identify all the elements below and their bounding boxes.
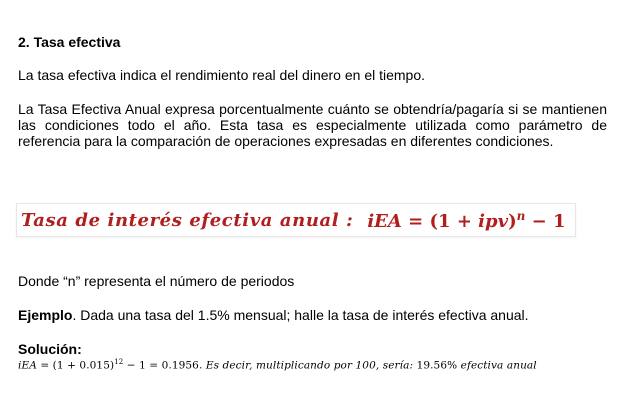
formula-var: ipv	[478, 210, 509, 232]
solution-exponent: 12	[114, 358, 124, 366]
example-text: . Dada una tasa del 1.5% mensual; halle la tasa de interés efectiva anual.	[72, 307, 529, 323]
solution-title: Solución:	[18, 341, 82, 357]
solution-result-label: efectiva anual	[460, 359, 537, 372]
solution-expr-base: = (1 + 0.015)	[36, 359, 115, 372]
formula-exponent: n	[516, 208, 526, 223]
solution-note: Es decir, multiplicando por 100, sería:	[202, 359, 417, 372]
formula-box	[16, 203, 576, 237]
solution-expr-rest: − 1 = 0.1956.	[123, 359, 203, 372]
example-paragraph	[18, 307, 529, 323]
intro-paragraph: La tasa efectiva indica el rendimiento real del dinero en el tiempo.	[18, 67, 426, 83]
formula-close: )	[508, 210, 517, 232]
formula-lhs: iEA	[367, 210, 402, 232]
formula-tail: − 1	[525, 210, 566, 232]
solution-lhs: iEA	[18, 359, 37, 372]
solution-line	[18, 358, 537, 372]
section-heading: 2. Tasa efectiva	[18, 34, 121, 50]
description-paragraph: La Tasa Efectiva Anual expresa porcentualmente cuánto se obtendría/pagaría si se mantienen las condiciones todo el año. Esta tasa es especialmente utilizada como parámetro de referencia para la comparación de operaciones expresadas en diferentes condiciones.	[18, 101, 607, 149]
formula-label: Tasa de interés efectiva anual :	[21, 209, 354, 231]
formula-open: (1 +	[429, 210, 479, 232]
where-paragraph: Donde “n” representa el número de periodos	[18, 273, 295, 289]
example-label: Ejemplo	[18, 307, 73, 323]
formula-equation	[367, 209, 565, 232]
solution-result: 19.56%	[416, 359, 461, 372]
formula-equals: =	[408, 210, 424, 232]
